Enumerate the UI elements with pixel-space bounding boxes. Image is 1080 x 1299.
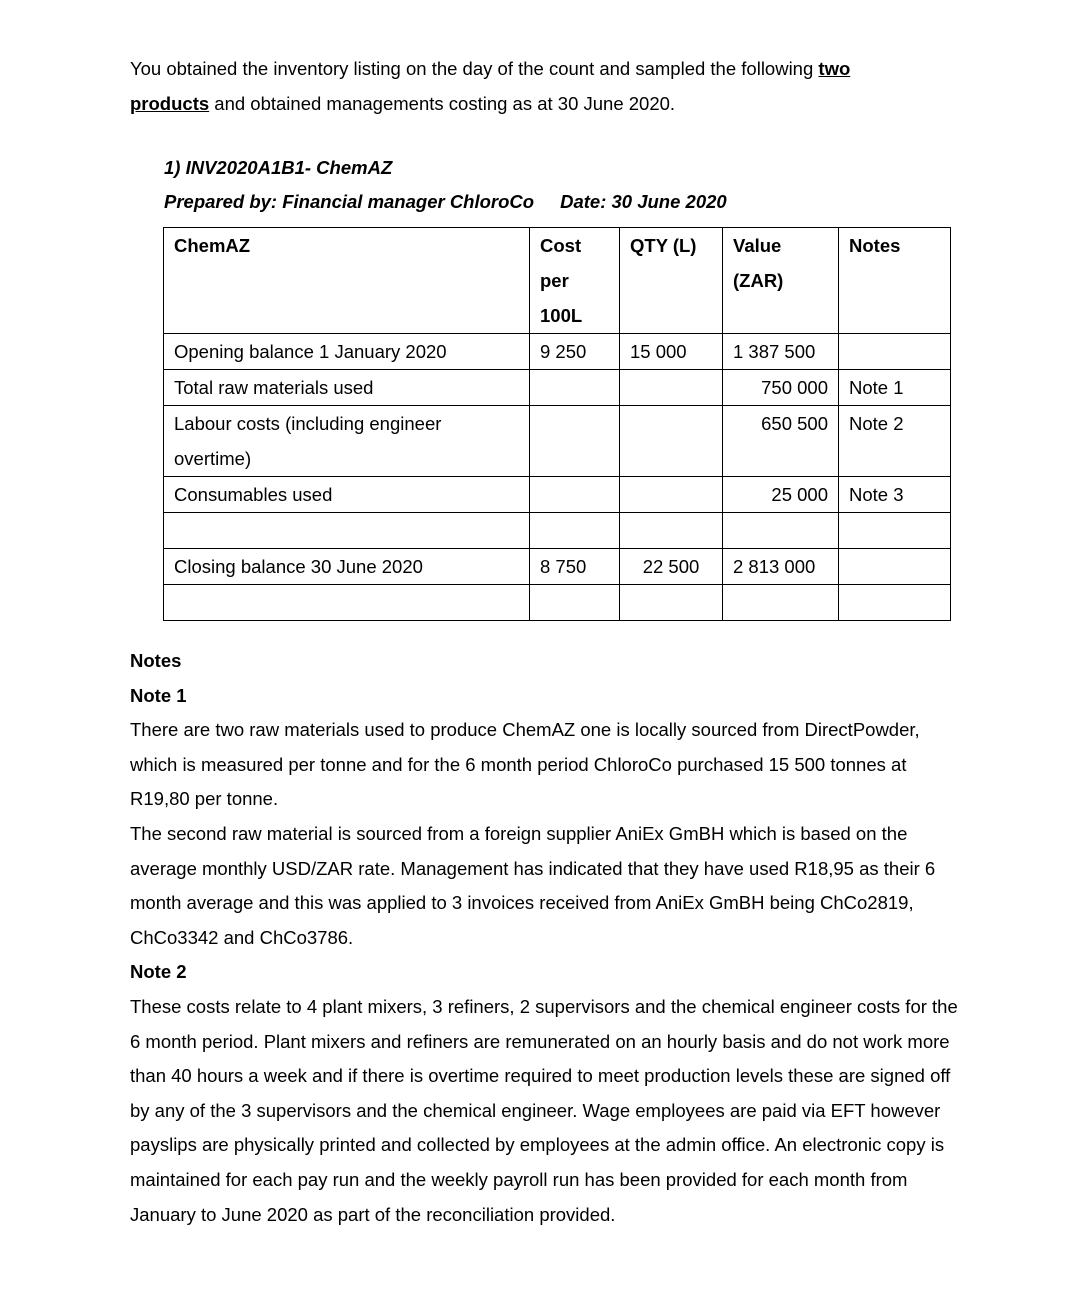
row-qty	[620, 406, 723, 477]
header-notes: Notes	[839, 228, 951, 334]
header-item: ChemAZ	[164, 228, 530, 334]
row-value: 25 000	[723, 477, 839, 513]
row-item	[164, 585, 530, 621]
header-qty: QTY (L)	[620, 228, 723, 334]
note2-title: Note 2	[130, 961, 187, 983]
table-row	[164, 406, 951, 477]
row-cost: 9 250	[530, 334, 620, 370]
prepared-by: Prepared by: Financial manager ChloroCo	[164, 191, 535, 212]
row-item	[164, 513, 530, 549]
row-notes	[839, 513, 951, 549]
table-row-empty	[164, 585, 951, 621]
header-value: Value (ZAR)	[723, 228, 839, 334]
row-cost	[530, 406, 620, 477]
row-cost	[530, 370, 620, 406]
intro-paragraph	[130, 52, 930, 121]
row-cost: 8 750	[530, 549, 620, 585]
table-row	[164, 477, 951, 513]
row-item: Consumables used	[164, 477, 530, 513]
row-qty: 22 500	[620, 549, 723, 585]
row-item: Closing balance 30 June 2020	[164, 549, 530, 585]
intro-text-after: and obtained managements costing as at 30 June 2020.	[209, 92, 676, 114]
row-item: Total raw materials used	[164, 370, 530, 406]
row-value: 750 000	[723, 370, 839, 406]
row-qty	[620, 513, 723, 549]
intro-text-before: You obtained the inventory listing on the day of the count and sampled the following	[130, 58, 819, 79]
row-qty	[620, 370, 723, 406]
note1-title: Note 1	[130, 684, 187, 706]
note1-paragraph-1: There are two raw materials used to produce ChemAZ one is locally sourced from DirectPowder, which is measured per tonne and for the 6 month period ChloroCo purchased 15 500 tonnes at R19,80 per tonne.	[130, 719, 920, 810]
row-item: Opening balance 1 January 2020	[164, 334, 530, 370]
section-heading: 1) INV2020A1B1- ChemAZ	[164, 157, 393, 178]
table-row-empty	[164, 513, 951, 549]
table-row	[164, 370, 951, 406]
row-notes	[839, 585, 951, 621]
row-notes: Note 2	[839, 406, 951, 477]
row-cost	[530, 477, 620, 513]
row-value: 1 387 500	[723, 334, 839, 370]
row-qty	[620, 585, 723, 621]
row-value	[723, 585, 839, 621]
row-notes	[839, 334, 951, 370]
row-qty: 15 000	[620, 334, 723, 370]
intro-emphasis: two products	[130, 58, 851, 114]
row-value: 650 500	[723, 406, 839, 477]
table-row	[164, 334, 951, 370]
notes-section	[130, 644, 960, 1232]
row-qty	[620, 477, 723, 513]
inventory-table	[163, 227, 951, 621]
header-cost: Cost per 100L	[530, 228, 620, 334]
row-cost	[530, 513, 620, 549]
row-notes: Note 3	[839, 477, 951, 513]
prepared-date: Date: 30 June 2020	[560, 191, 727, 212]
prepared-line	[164, 191, 727, 213]
notes-title: Notes	[130, 650, 182, 671]
note1-paragraph-2: The second raw material is sourced from a foreign supplier AniEx GmBH which is based on the average monthly USD/ZAR rate. Management has indicated that they have used R18,95 as their 6 month average and this was applied to 3 invoices received from AniEx GmBH being ChCo2819, ChCo3342 and ChCo3786.	[130, 822, 936, 948]
row-cost	[530, 585, 620, 621]
row-notes	[839, 549, 951, 585]
row-value: 2 813 000	[723, 549, 839, 585]
row-notes: Note 1	[839, 370, 951, 406]
table-row	[164, 549, 951, 585]
row-item: Labour costs (including engineer overtime)	[164, 406, 530, 477]
note2-paragraph-1: These costs relate to 4 plant mixers, 3 refiners, 2 supervisors and the chemical engineer costs for the 6 month period. Plant mixers and refiners are remunerated on an hourly basis and do not work more than 40 hours a week and if there is overtime required to meet production levels these are signed off by any of the 3 supervisors and the chemical engineer. Wage employees are paid via EFT however payslips are physically printed and collected by employees at the admin office. An electronic copy is maintained for each pay run and the weekly payroll run has been provided for each month from January to June 2020 as part of the reconciliation provided.	[130, 995, 958, 1225]
row-value	[723, 513, 839, 549]
table-header-row	[164, 228, 951, 334]
